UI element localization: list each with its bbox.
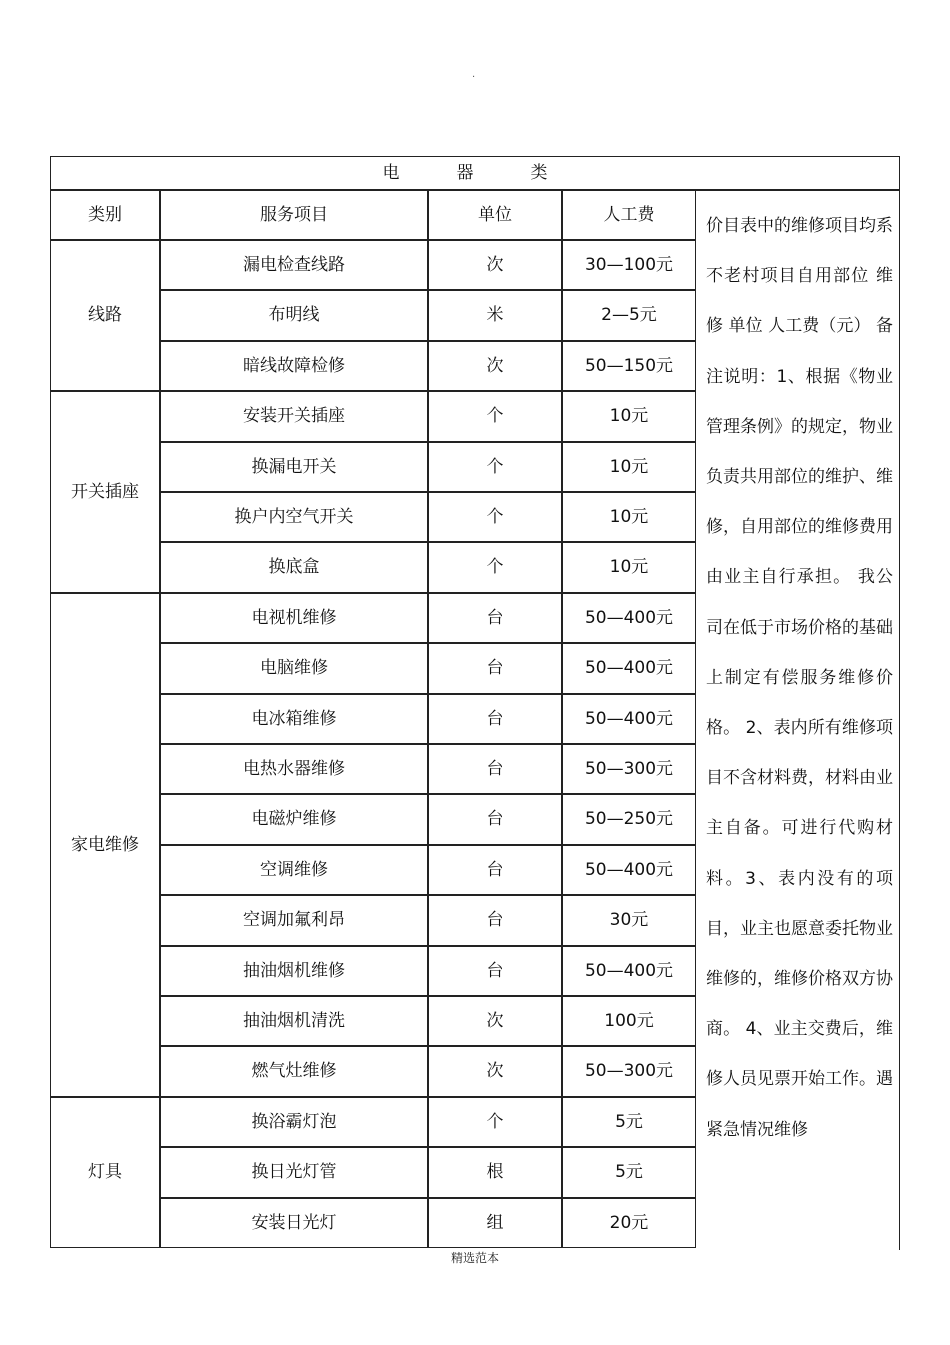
labor-fee-cell: 50—300元 [562, 1046, 696, 1096]
service-item-cell: 安装日光灯 [160, 1198, 428, 1248]
service-item-cell: 漏电检查线路 [160, 240, 428, 290]
service-item-cell: 安装开关插座 [160, 391, 428, 441]
labor-fee-cell: 30元 [562, 895, 696, 945]
service-item-cell: 布明线 [160, 290, 428, 340]
labor-fee-cell: 50—400元 [562, 643, 696, 693]
service-item-cell: 暗线故障检修 [160, 341, 428, 391]
labor-fee-cell: 50—300元 [562, 744, 696, 794]
unit-cell: 台 [428, 643, 562, 693]
category-cell: 家电维修 [50, 593, 160, 1097]
unit-cell: 次 [428, 996, 562, 1046]
labor-fee-cell: 5元 [562, 1147, 696, 1197]
header-mark: · [472, 72, 476, 83]
unit-cell: 个 [428, 442, 562, 492]
header-category: 类别 [50, 190, 160, 240]
table-title: 电 器 类 [50, 156, 900, 190]
service-item-cell: 电冰箱维修 [160, 694, 428, 744]
service-item-cell: 换浴霸灯泡 [160, 1097, 428, 1147]
service-item-cell: 换漏电开关 [160, 442, 428, 492]
service-item-cell: 电脑维修 [160, 643, 428, 693]
unit-cell: 米 [428, 290, 562, 340]
labor-fee-cell: 50—400元 [562, 593, 696, 643]
unit-cell: 台 [428, 744, 562, 794]
unit-cell: 台 [428, 946, 562, 996]
price-table [50, 156, 900, 1250]
service-item-cell: 换户内空气开关 [160, 492, 428, 542]
unit-cell: 台 [428, 845, 562, 895]
unit-cell: 台 [428, 895, 562, 945]
service-item-cell: 电视机维修 [160, 593, 428, 643]
labor-fee-cell: 5元 [562, 1097, 696, 1147]
labor-fee-cell: 50—400元 [562, 845, 696, 895]
labor-fee-cell: 2—5元 [562, 290, 696, 340]
labor-fee-cell: 50—400元 [562, 694, 696, 744]
service-item-cell: 空调维修 [160, 845, 428, 895]
header-labor-fee: 人工费 [562, 190, 696, 240]
service-item-cell: 电磁炉维修 [160, 794, 428, 844]
labor-fee-cell: 50—250元 [562, 794, 696, 844]
service-item-cell: 燃气灶维修 [160, 1046, 428, 1096]
labor-fee-cell: 30—100元 [562, 240, 696, 290]
unit-cell: 次 [428, 240, 562, 290]
page-footer: 精选范本 [450, 1251, 499, 1265]
labor-fee-cell: 10元 [562, 391, 696, 441]
unit-cell: 个 [428, 1097, 562, 1147]
header-service-item: 服务项目 [160, 190, 428, 240]
unit-cell: 次 [428, 1046, 562, 1096]
unit-cell: 个 [428, 391, 562, 441]
unit-cell: 组 [428, 1198, 562, 1248]
labor-fee-cell: 50—400元 [562, 946, 696, 996]
service-item-cell: 抽油烟机清洗 [160, 996, 428, 1046]
header-unit: 单位 [428, 190, 562, 240]
unit-cell: 次 [428, 341, 562, 391]
unit-cell: 台 [428, 794, 562, 844]
unit-cell: 个 [428, 492, 562, 542]
service-item-cell: 换日光灯管 [160, 1147, 428, 1197]
category-cell: 灯具 [50, 1097, 160, 1248]
notes-text: 价目表中的维修项目均系不老村项目自用部位 维修 单位 人工费（元） 备注说明：1、根据《物业管理条例》的规定，物业负责共用部位的维护、维修，自用部位的维修费用由业主自行承担。 我公司在低于市场价格的基础上制定有偿服务维修价格。 2、表内所有维修项目不含材料费，材料由业主自备。可进行代购材料。3、表内没有的项目，业主也愿意委托物业维修的，维修价格双方协商。 4、业主交费后，维修人员见票开始工作。遇紧急情况维修 [706, 216, 893, 1140]
service-item-cell: 抽油烟机维修 [160, 946, 428, 996]
unit-cell: 个 [428, 542, 562, 592]
labor-fee-cell: 20元 [562, 1198, 696, 1248]
category-cell: 线路 [50, 240, 160, 391]
unit-cell: 台 [428, 593, 562, 643]
labor-fee-cell: 10元 [562, 442, 696, 492]
labor-fee-cell: 10元 [562, 542, 696, 592]
labor-fee-cell: 10元 [562, 492, 696, 542]
service-item-cell: 换底盒 [160, 542, 428, 592]
notes-column [696, 190, 900, 1250]
unit-cell: 根 [428, 1147, 562, 1197]
labor-fee-cell: 50—150元 [562, 341, 696, 391]
labor-fee-cell: 100元 [562, 996, 696, 1046]
service-item-cell: 空调加氟利昂 [160, 895, 428, 945]
category-cell: 开关插座 [50, 391, 160, 593]
service-item-cell: 电热水器维修 [160, 744, 428, 794]
unit-cell: 台 [428, 694, 562, 744]
